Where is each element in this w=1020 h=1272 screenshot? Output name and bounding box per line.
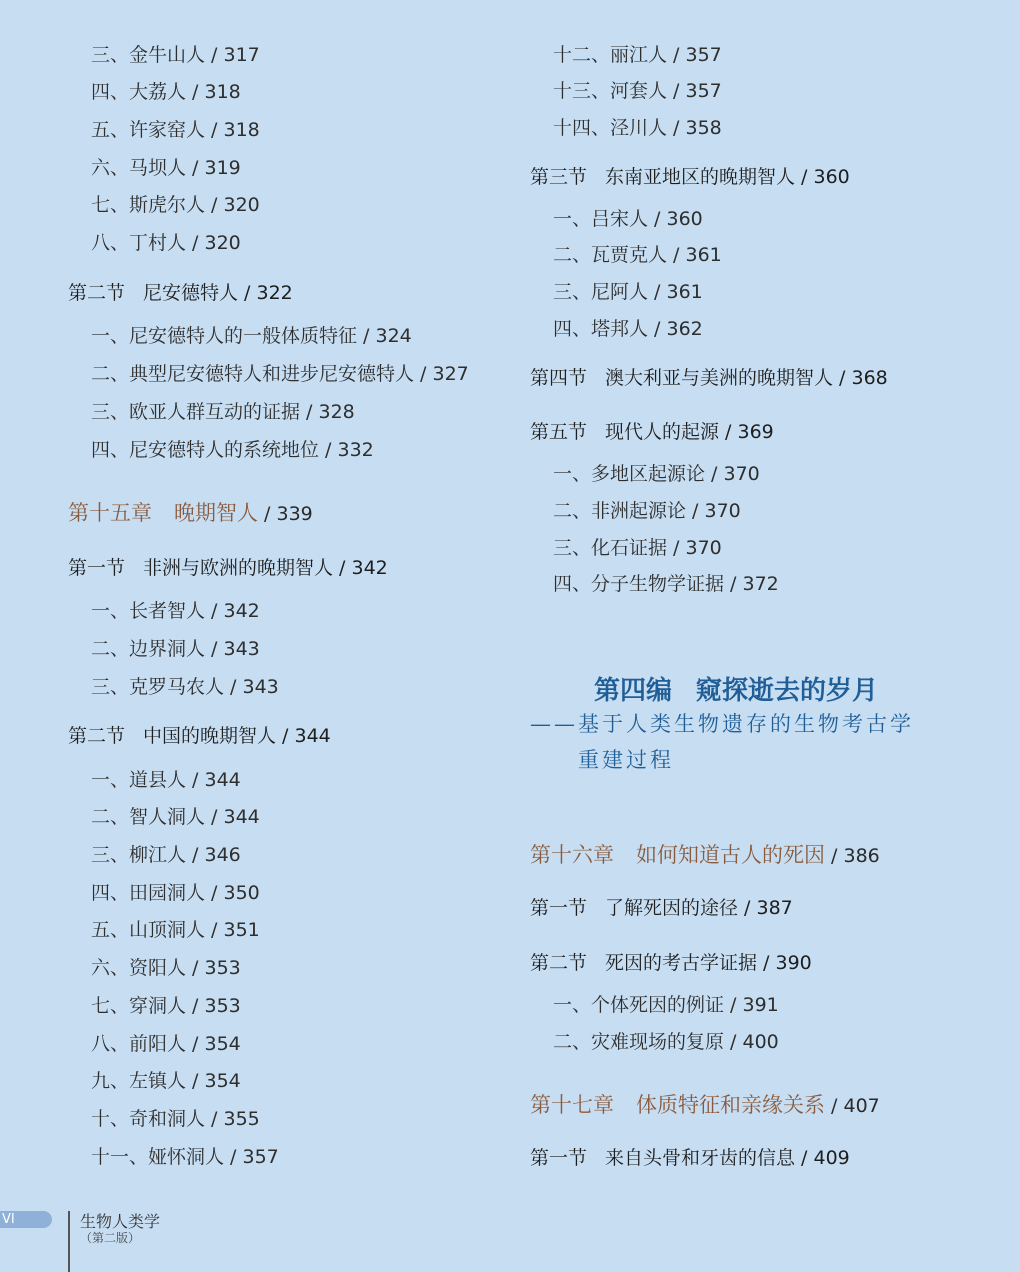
section-number: 第一节 [68, 557, 126, 579]
section-title: 了解死因的途径 / 387 [605, 897, 793, 919]
toc-item: 四、大荔人 / 318 [91, 81, 241, 103]
section-number: 第四节 [530, 367, 588, 389]
chapter-title: 如何知道古人的死因 [636, 843, 825, 867]
toc-item: 三、化石证据 / 370 [553, 537, 722, 559]
page-number-tab: VI [0, 1211, 52, 1228]
toc-section [530, 899, 793, 918]
section-number: 第一节 [530, 897, 588, 919]
toc-item: 五、许家窑人 / 318 [91, 119, 260, 141]
section-number: 第三节 [530, 166, 588, 188]
toc-section [68, 559, 388, 578]
section-title: 死因的考古学证据 / 390 [605, 952, 812, 974]
toc-section [530, 954, 812, 973]
toc-item: 二、边界洞人 / 343 [91, 638, 260, 660]
toc-section [530, 168, 850, 187]
toc-item: 四、塔邦人 / 362 [553, 318, 703, 340]
toc-item: 十三、河套人 / 357 [553, 80, 722, 102]
toc-item: 六、马坝人 / 319 [91, 157, 241, 179]
toc-item: 十、奇和洞人 / 355 [91, 1108, 260, 1130]
section-title: 非洲与欧洲的晚期智人 / 342 [143, 557, 388, 579]
part-title: 窥探逝去的岁月 [696, 676, 879, 706]
toc-item: 二、灾难现场的复原 / 400 [553, 1031, 779, 1053]
chapter-number: 第十七章 [530, 1093, 614, 1117]
toc-section [530, 423, 774, 442]
toc-item: 一、长者智人 / 342 [91, 600, 260, 622]
toc-item: 一、多地区起源论 / 370 [553, 463, 760, 485]
toc-item: 四、分子生物学证据 / 372 [553, 573, 779, 595]
section-title: 尼安德特人 / 322 [143, 282, 293, 304]
toc-item: 八、丁村人 / 320 [91, 232, 241, 254]
chapter-number: 第十六章 [530, 843, 614, 867]
toc-item: 三、欧亚人群互动的证据 / 328 [91, 401, 355, 423]
chapter-title: 晚期智人 [174, 501, 258, 525]
toc-chapter [530, 1095, 880, 1116]
toc-item: 九、左镇人 / 354 [91, 1070, 241, 1092]
section-title: 中国的晚期智人 / 344 [143, 725, 331, 747]
toc-item: 八、前阳人 / 354 [91, 1033, 241, 1055]
section-title: 来自头骨和牙齿的信息 / 409 [605, 1147, 850, 1169]
toc-item: 二、典型尼安德特人和进步尼安德特人 / 327 [91, 363, 469, 385]
toc-item: 三、克罗马农人 / 343 [91, 676, 279, 698]
part-subtitle-line1: ——基于人类生物遗存的生物考古学 [530, 712, 914, 736]
section-number: 第五节 [530, 421, 588, 443]
toc-item: 一、尼安德特人的一般体质特征 / 324 [91, 325, 412, 347]
toc-section [68, 727, 331, 746]
section-title: 澳大利亚与美洲的晚期智人 / 368 [605, 367, 888, 389]
part-heading [594, 670, 878, 707]
footer-divider [68, 1211, 70, 1272]
toc-section [68, 284, 293, 303]
toc-chapter [68, 503, 313, 524]
toc-item: 三、柳江人 / 346 [91, 844, 241, 866]
toc-item: 一、吕宋人 / 360 [553, 208, 703, 230]
section-number: 第一节 [530, 1147, 588, 1169]
toc-item: 三、尼阿人 / 361 [553, 281, 703, 303]
toc-item: 四、尼安德特人的系统地位 / 332 [91, 439, 374, 461]
footer-edition: （第二版） [80, 1231, 141, 1245]
toc-item: 十四、泾川人 / 358 [553, 117, 722, 139]
toc-item: 六、资阳人 / 353 [91, 957, 241, 979]
chapter-title: 体质特征和亲缘关系 [636, 1093, 825, 1117]
toc-section [530, 369, 888, 388]
chapter-page: / 407 [825, 1095, 880, 1117]
footer-book-title: 生物人类学 [80, 1212, 161, 1231]
section-number: 第二节 [68, 282, 126, 304]
part-number: 第四编 [594, 676, 673, 706]
section-title: 现代人的起源 / 369 [605, 421, 774, 443]
section-title: 东南亚地区的晚期智人 / 360 [605, 166, 850, 188]
toc-item: 一、个体死因的例证 / 391 [553, 994, 779, 1016]
section-number: 第二节 [68, 725, 126, 747]
toc-item: 三、金牛山人 / 317 [91, 44, 260, 66]
section-number: 第二节 [530, 952, 588, 974]
toc-item: 四、田园洞人 / 350 [91, 882, 260, 904]
toc-item: 七、斯虎尔人 / 320 [91, 194, 260, 216]
toc-chapter [530, 845, 880, 866]
toc-section [530, 1149, 850, 1168]
toc-item: 七、穿洞人 / 353 [91, 995, 241, 1017]
toc-item: 一、道县人 / 344 [91, 769, 241, 791]
toc-item: 五、山顶洞人 / 351 [91, 919, 260, 941]
chapter-page: / 386 [825, 845, 880, 867]
part-subtitle-line2: 重建过程 [578, 748, 674, 772]
chapter-number: 第十五章 [68, 501, 152, 525]
toc-item: 二、智人洞人 / 344 [91, 806, 260, 828]
toc-item: 二、非洲起源论 / 370 [553, 500, 741, 522]
chapter-page: / 339 [258, 503, 313, 525]
toc-item: 十二、丽江人 / 357 [553, 44, 722, 66]
toc-item: 十一、娅怀洞人 / 357 [91, 1146, 279, 1168]
toc-item: 二、瓦贾克人 / 361 [553, 244, 722, 266]
